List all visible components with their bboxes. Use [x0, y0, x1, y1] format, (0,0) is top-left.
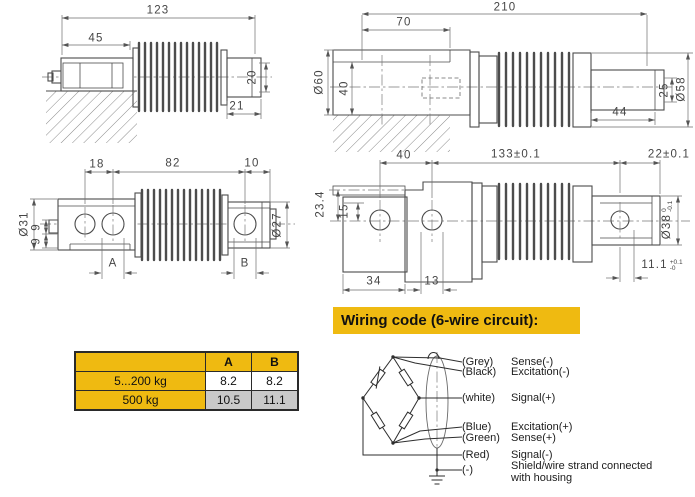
ground-symbol — [429, 476, 445, 484]
header-col-b: B — [252, 352, 299, 372]
wire-signal-sense-pos: Sense(+) — [511, 432, 556, 444]
wire-blue — [393, 427, 462, 443]
table-header-row — [75, 352, 298, 372]
wire-signal-sense-neg: Sense(-) — [511, 356, 554, 368]
dim-front-step-lower: 9 — [30, 237, 43, 245]
dim-plan-hole-dia: 13 — [424, 275, 440, 288]
mounting-hatch — [333, 115, 450, 152]
wiring-diagram — [361, 352, 462, 484]
dim-plan-tip-dia-lower-tol: -0.1 — [667, 200, 674, 212]
dim-top-inner-height: 40 — [338, 80, 351, 96]
dim-plan-body-span: 133±0.1 — [491, 148, 541, 161]
dim-plan-tip-dia-upper-tol: 0 — [661, 208, 668, 212]
strain-gauge — [371, 412, 385, 429]
dim-side-tip-len: 21 — [229, 100, 245, 113]
wire-signal-excitation-neg: Excitation(-) — [511, 366, 570, 378]
bridge-circuit — [363, 357, 419, 443]
range-cell: 500 kg — [75, 391, 206, 411]
value-b-cell: 11.1 — [252, 391, 299, 411]
dim-plan-base-width: 34 — [366, 275, 382, 288]
value-a-cell: 10.5 — [206, 391, 252, 411]
value-a-cell: 8.2 — [206, 372, 252, 391]
dim-front-hole-offset: 18 — [89, 158, 105, 171]
bellows — [139, 43, 217, 111]
dim-front-step-upper: 9 — [30, 223, 43, 231]
range-cell: 5...200 kg — [75, 372, 206, 391]
dim-front-tip-dia: Ø27 — [271, 212, 284, 238]
wire-color-blue: (Blue) — [462, 421, 492, 433]
dim-plan-tip-slot-main: 11.1 — [641, 259, 668, 272]
dim-top-block: 70 — [396, 16, 412, 29]
header-range-cell — [75, 352, 206, 372]
wire-color-black: (Black) — [462, 366, 497, 378]
wire-signal-signal-pos: Signal(+) — [511, 392, 556, 404]
dim-plan-tip-slot — [641, 260, 682, 272]
dim-top-tip-dia: Ø58 — [675, 76, 688, 102]
dim-side-overall: 123 — [146, 4, 170, 17]
bellows — [499, 53, 569, 126]
dim-plan-tip-span: 22±0.1 — [647, 148, 691, 161]
wire-color-shield: (-) — [462, 464, 473, 476]
strain-gauge — [399, 369, 413, 386]
dim-plan-slot-height: 15 — [338, 203, 351, 219]
dim-front-body-dia: Ø31 — [18, 211, 31, 237]
wire-black — [393, 357, 462, 371]
view-top-mounted — [324, 14, 693, 152]
mounting-hatch — [46, 91, 137, 143]
marker-hole-a: A — [108, 257, 118, 270]
view-side-elevation — [42, 15, 272, 143]
table-row — [75, 391, 298, 411]
wire-color-white: (white) — [462, 392, 496, 404]
wire-color-grey: (Grey) — [462, 356, 494, 368]
dim-plan-tab-height: 23.4 — [314, 190, 327, 218]
table-row — [75, 372, 298, 391]
dim-front-tip-hole-offset: 10 — [244, 157, 260, 170]
capacity-hole-table — [74, 351, 299, 411]
wiring-title: Wiring code (6-wire circuit): — [333, 307, 580, 334]
wire-signal-excitation-pos: Excitation(+) — [511, 421, 573, 433]
bellows — [142, 190, 220, 260]
bellows — [499, 184, 569, 259]
wire-shield — [437, 448, 462, 476]
view-plan — [329, 160, 690, 294]
value-b-cell: 8.2 — [252, 372, 299, 391]
wire-signal-shield: Shield/wire strand connected with housing — [511, 460, 653, 484]
dim-plan-tip-dia-main: Ø38 — [661, 213, 674, 240]
dim-top-body-dia: Ø60 — [313, 69, 326, 95]
wire-color-green: (Green) — [462, 432, 500, 444]
dim-top-overall: 210 — [493, 1, 517, 14]
wire-signal-signal-neg: Signal(-) — [511, 449, 553, 461]
dim-plan-tip-slot-upper-tol: +0.1 — [669, 259, 683, 266]
dim-front-bellows-span: 82 — [165, 157, 181, 170]
wire-color-red: (Red) — [462, 449, 490, 461]
dim-top-tip-bore: 25 — [658, 82, 671, 98]
header-col-a: A — [206, 352, 252, 372]
dim-plan-tip-slot-lower-tol: -0 — [669, 265, 676, 272]
dim-side-block: 45 — [88, 32, 104, 45]
dim-plan-tip-dia — [662, 201, 674, 240]
view-front — [30, 169, 295, 279]
dim-side-tip-dia: 20 — [246, 69, 259, 85]
dim-plan-hole-spacing: 40 — [396, 149, 412, 162]
marker-hole-b: B — [240, 257, 250, 270]
dim-top-tip-len: 44 — [612, 106, 628, 119]
strain-gauge — [399, 412, 413, 429]
